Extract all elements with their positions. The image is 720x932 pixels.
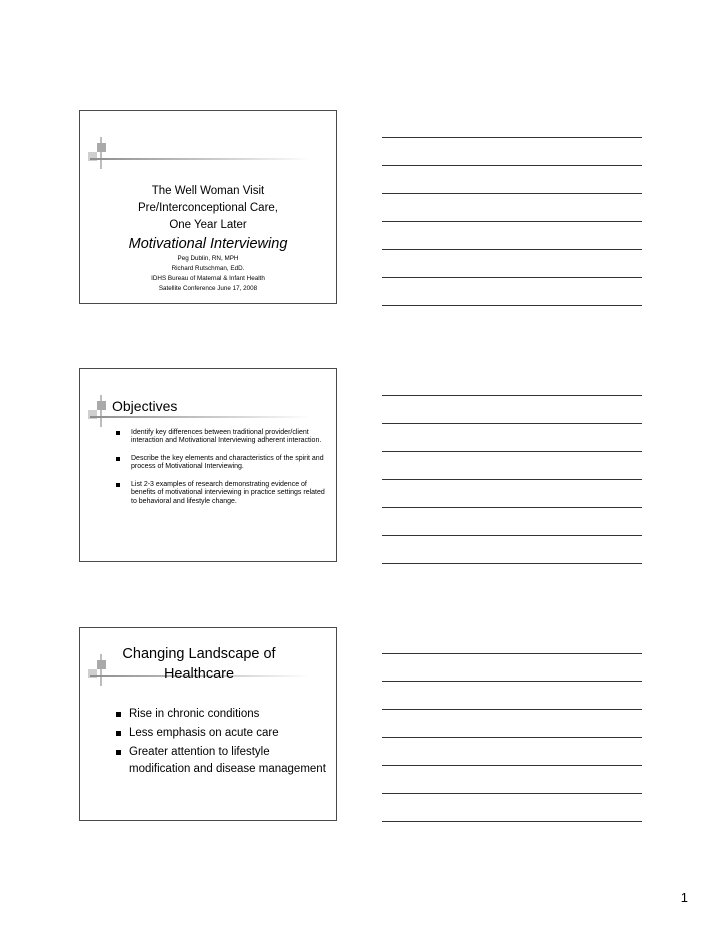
list-item: Greater attention to lifestyle modification and disease management [116,744,326,778]
note-line [382,451,642,452]
title-line-1: The Well Woman Visit [151,185,265,197]
note-line [382,165,642,166]
note-line [382,137,642,138]
objectives-list [116,429,328,516]
organization: IDHS Bureau of Maternal & Infant Health [151,275,265,282]
slide-3-title [80,644,318,684]
bullet-square-icon [116,731,121,736]
note-line [382,479,642,480]
note-line [382,793,642,794]
bullet-square-icon [116,431,120,435]
slide-1-subtitle: Motivational Interviewing [128,236,288,252]
presenter-1: Peg Dublin, RN, MPH [177,255,239,262]
note-line [382,821,642,822]
list-item: Rise in chronic conditions [116,706,326,723]
note-line [382,737,642,738]
slide-1 [79,110,337,304]
note-line [382,765,642,766]
note-line [382,535,642,536]
conference-date: Satellite Conference June 17, 2008 [158,285,258,292]
note-line [382,221,642,222]
bullet-square-icon [116,483,120,487]
note-line [382,305,642,306]
title-line-3: One Year Later [169,219,247,231]
title-line-1: Changing Landscape of [122,646,276,662]
bullet-square-icon [116,457,120,461]
note-line [382,395,642,396]
bullet-square-icon [116,750,121,755]
note-line [382,653,642,654]
bullet-square-icon [116,712,121,717]
note-line [382,277,642,278]
list-item: List 2-3 examples of research demonstrating evidence of benefits of motivational interviewing in practice settings related to behavioral and lifestyle change. [116,481,328,506]
title-line-2: Pre/Interconceptional Care, [138,202,278,214]
slide-2 [79,368,337,562]
slide-3 [79,627,337,821]
note-line [382,193,642,194]
note-line [382,423,642,424]
list-item: Identify key differences between traditional provider/client interaction and Motivational Interviewing adherent interaction. [116,429,328,446]
note-line [382,507,642,508]
landscape-list [116,706,326,780]
presenter-2: Richard Rutschman, EdD. [171,265,245,272]
note-line [382,709,642,710]
note-line [382,563,642,564]
title-line-2: Healthcare [163,666,235,682]
list-item: Less emphasis on acute care [116,725,326,742]
slide-2-title: Objectives [112,398,178,414]
slide-1-title-block [80,183,336,294]
page-number: 1 [680,890,688,905]
note-line [382,681,642,682]
list-item: Describe the key elements and characteristics of the spirit and process of Motivational Interviewing. [116,455,328,472]
note-line [382,249,642,250]
